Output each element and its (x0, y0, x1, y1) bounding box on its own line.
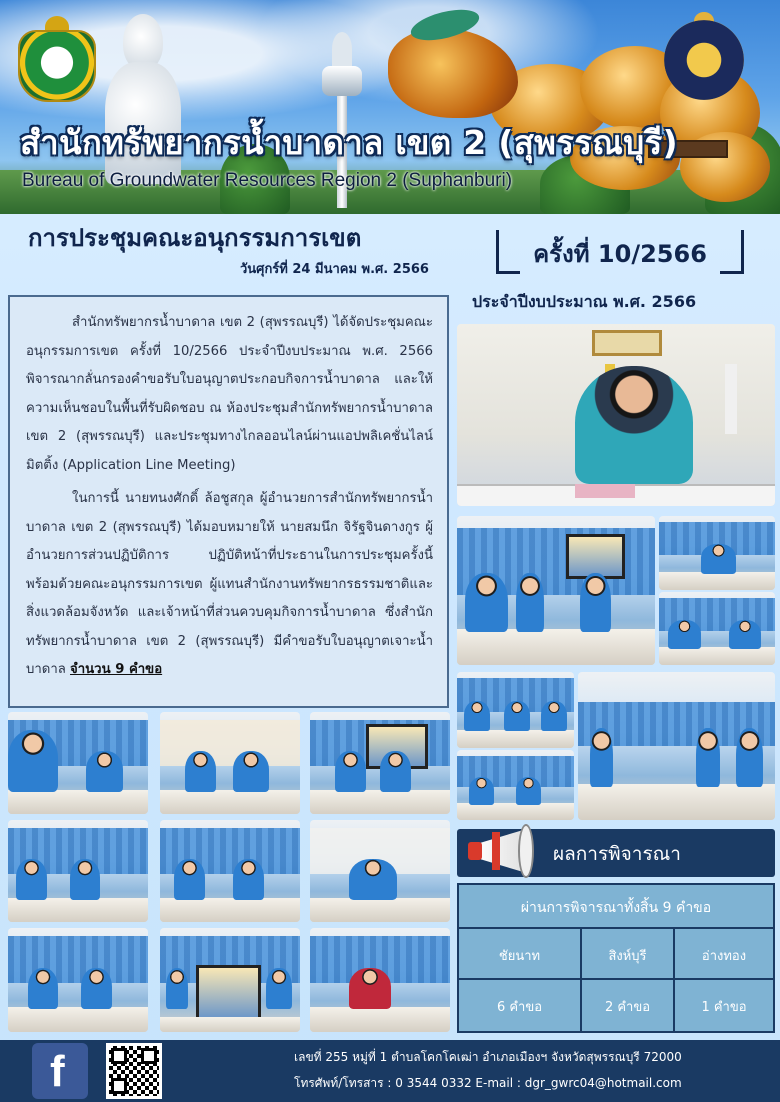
org-name-thai: สำนักทรัพยากรน้ำบาดาล เขต 2 (สุพรรณบุรี) (20, 123, 678, 162)
paragraph-1: สำนักทรัพยากรน้ำบาดาล เขต 2 (สุพรรณบุรี) ได้จัดประชุมคณะอนุกรรมการเขต ครั้งที่ 10/2566 ประจำปีงบประมาณ พ.ศ. 2566 พิจารณากลั่นกรองคำขอรับใบอนุญาตประกอบกิจการน้ำบาดาล และให้ความเห็นชอบในพื้นที่รับผิดชอบ ณ ห้องประชุมสำนักทรัพยากรน้ำบาดาล เขต 2 (สุพรรณบุรี) และประชุมทางไกลออนไลน์ผ่านแอปพลิเคชั่นไลน์มิตติ้ง (Application Line Meeting) (26, 315, 433, 473)
request-count: 2 คำขอ (604, 1000, 651, 1015)
meeting-round-box (496, 230, 744, 274)
fiscal-year: ประจำปีงบประมาณ พ.ศ. 2566 (472, 292, 697, 311)
footer-address: เลขที่ 255 หมู่ที่ 1 ตำบลโคกโคเฒ่า อำเภอเมืองฯ จังหวัดสุพรรณบุรี 72000 (294, 1050, 682, 1064)
department-logo-icon (12, 16, 102, 108)
footer-contact: โทรศัพท์/โทรสาร : 0 3544 0332 E-mail : dgr_gwrc04@hotmail.com (294, 1076, 682, 1090)
request-count: 6 คำขอ (496, 1000, 543, 1015)
table-cell (675, 929, 773, 980)
table-cell (459, 929, 582, 980)
facebook-icon[interactable]: f (32, 1043, 88, 1099)
table-cell (459, 980, 582, 1031)
megaphone-icon (462, 822, 536, 880)
page-title: การประชุมคณะอนุกรรมการเขต (28, 224, 362, 252)
meeting-room-photo (457, 516, 655, 665)
results-summary: ผ่านการพิจารณาทั้งสิ้น 9 คำขอ (520, 900, 712, 916)
qr-code-icon[interactable] (106, 1043, 162, 1099)
results-heading: ผลการพิจารณา (553, 843, 681, 865)
paragraph-2: ในการนี้ นายทนงศักดิ์ ล้อชูสกุล ผู้อำนวยการสำนักทรัพยากรน้ำบาดาล เขต 2 (สุพรรณบุรี) ได้มอบหมายให้ นายสมนึก จิรัฐจินดางกูร ผู้อำนวยการส่วนปฏิบัติการ ปฏิบัติหน้าที่ประธานในการประชุมครั้งนี้ พร้อมด้วยคณะอนุกรรมการเขต ผู้แทนสำนักงานทรัพยากรธรรมชาติและสิ่งแวดล้อมจังหวัด และเจ้าหน้าที่ส่วนควบคุมกิจการน้ำบาดาล ซึ่งสำนักทรัพยากรน้ำบาดาล เขต 2 (สุพรรณบุรี) มีคำขอรับใบอนุญาตเจาะน้ำบาดาล จำนวน 9 คำขอ (26, 491, 433, 677)
meeting-photo (310, 928, 450, 1032)
meeting-photo (310, 712, 450, 814)
meeting-photo (8, 820, 148, 922)
org-name-english: Bureau of Groundwater Resources Region 2 (Suphanburi) (22, 170, 513, 191)
table-cell (582, 980, 675, 1031)
meeting-photo (659, 516, 775, 590)
meeting-photo (659, 592, 775, 665)
results-table (457, 883, 775, 1033)
meeting-photo (310, 820, 450, 922)
province-label: สิงห์บุรี (608, 949, 647, 964)
article-text-box (8, 295, 449, 708)
meeting-room-photo (578, 672, 775, 820)
meeting-photo (8, 712, 148, 814)
meeting-photo (160, 820, 300, 922)
table-cell (582, 929, 675, 980)
results-summary-row (459, 885, 773, 929)
meeting-date: วันศุกร์ที่ 24 มีนาคม พ.ศ. 2566 (240, 262, 429, 277)
meeting-photo (160, 712, 300, 814)
meeting-round: ครั้งที่ 10/2566 (533, 240, 707, 268)
table-cell (675, 980, 773, 1031)
header-banner (0, 0, 780, 214)
royal-seal-icon (664, 12, 744, 104)
meeting-photo (457, 750, 574, 820)
request-count: 1 คำขอ (701, 1000, 747, 1015)
chairman-photo (457, 324, 775, 506)
meeting-photo (8, 928, 148, 1032)
meeting-photo (457, 672, 574, 748)
province-label: ชัยนาท (498, 949, 541, 964)
meeting-photo (160, 928, 300, 1032)
request-count-emphasis: จำนวน 9 คำขอ (70, 662, 163, 677)
province-label: อ่างทอง (701, 949, 747, 964)
